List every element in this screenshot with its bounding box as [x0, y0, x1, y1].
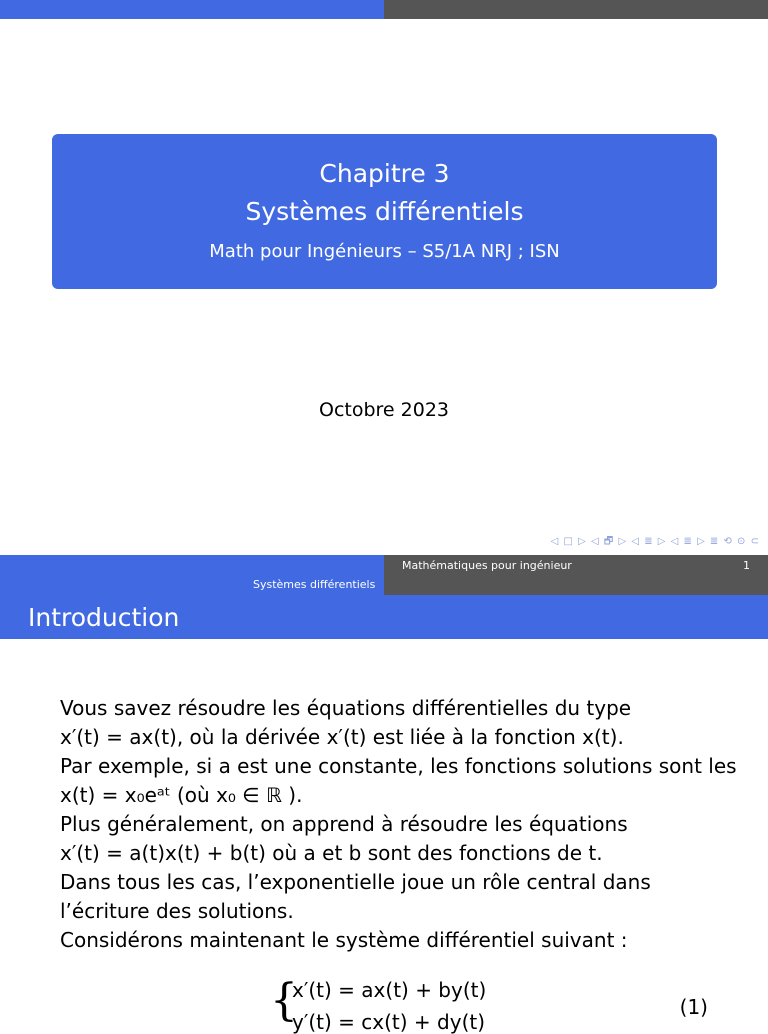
system-brace: {	[270, 975, 298, 1026]
header-bar-left	[0, 0, 384, 19]
footer-page-number: 1	[743, 559, 750, 572]
equation-line-2: y′(t) = cx(t) + dy(t)	[292, 1010, 486, 1034]
body-line: Plus généralement, on apprend à résoudre les équations	[60, 812, 628, 836]
body-line: Vous savez résoudre les équations différentielles du type	[60, 696, 632, 720]
title-box	[52, 134, 717, 289]
chapter-title: Chapitre 3	[319, 159, 450, 188]
body-line: x′(t) = a(t)x(t) + b(t) où a et b sont des fonctions de t.	[60, 841, 603, 865]
body-line: x(t) = x₀eᵃᵗ (où x₀ ∈ ℝ ).	[60, 783, 303, 807]
frame-title-bar	[0, 595, 768, 639]
header-bar-right	[384, 0, 768, 19]
body-line: Dans tous les cas, l’exponentielle joue un rôle central dans	[60, 870, 651, 894]
beamer-navigation-icons[interactable]: ◁ □ ▷ ◁ 🗗 ▷ ◁ ≣ ▷ ◁ ≣ ▷ ≣ ⟲ ⊙ ⊂	[550, 536, 760, 547]
footer-course: Mathématiques pour ingénieur	[402, 559, 572, 572]
equation-number: (1)	[679, 995, 708, 1019]
equation-line-1: x′(t) = ax(t) + by(t)	[292, 978, 487, 1002]
body-line: Par exemple, si a est une constante, les fonctions solutions sont les	[60, 754, 737, 778]
body-line: Considérons maintenant le système différentiel suivant :	[60, 928, 628, 952]
course-subtitle: Math pour Ingénieurs – S5/1A NRJ ; ISN	[209, 241, 560, 262]
frame-title: Introduction	[28, 603, 180, 632]
intro-body	[60, 694, 750, 955]
slide2-header	[0, 555, 768, 595]
body-line: l’écriture des solutions.	[60, 899, 294, 923]
date: Octobre 2023	[318, 399, 449, 421]
body-line: x′(t) = ax(t), où la dérivée x′(t) est liée à la fonction x(t).	[60, 725, 624, 749]
footer-short-title: Systèmes différentiels	[253, 578, 376, 591]
chapter-subject: Systèmes différentiels	[245, 197, 524, 226]
